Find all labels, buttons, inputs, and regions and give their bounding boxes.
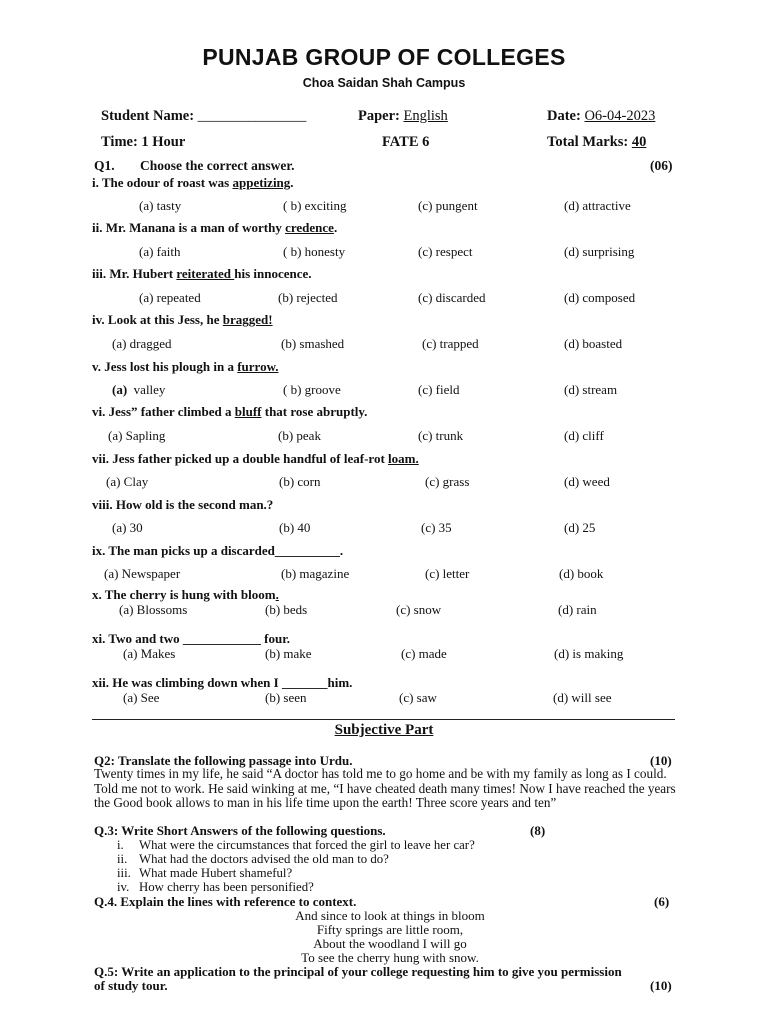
mcq-11-option-d: (d) is making <box>554 646 624 661</box>
option-label: (a) <box>112 382 128 397</box>
mcq-7-option-d: (d) weed <box>564 474 610 489</box>
mcq-7-option-b: (b) corn <box>279 474 321 489</box>
mcq-2-option-b: ( b) honesty <box>283 244 346 259</box>
date-label: Date: <box>547 108 581 124</box>
q3-item-text: What had the doctors advised the old man to do? <box>139 852 389 866</box>
mcq-12-option-b: (b) seen <box>265 690 307 705</box>
mcq-question-8 <box>92 497 273 513</box>
mcq-5-option-a <box>112 382 165 398</box>
total-marks-label: Total Marks: <box>547 134 629 150</box>
mcq-5-option-b: ( b) groove <box>283 382 341 397</box>
mcq-question-9 <box>92 543 343 559</box>
mcq-12-option-d: (d) will see <box>553 690 612 705</box>
mcq-12-option-a: (a) See <box>123 690 160 705</box>
mcq-1-option-b: ( b) exciting <box>283 198 347 213</box>
q3-item-text: What made Hubert shameful? <box>139 866 293 880</box>
q1-instruction: Choose the correct answer. <box>140 158 295 173</box>
q3-item-num: iii. <box>117 866 131 880</box>
mcq-stem: viii. How old is the second man.? <box>92 497 274 512</box>
mcq-stem: ii. Mr. Manana is a man of worthy <box>92 220 286 235</box>
mcq-keyword: reiterated <box>176 266 235 281</box>
college-title: PUNJAB GROUP OF COLLEGES <box>202 44 566 70</box>
mcq-stem: vi. Jess” father climbed a <box>92 404 235 419</box>
option-text: valley <box>133 382 166 397</box>
q2-marks: (10) <box>650 753 672 768</box>
mcq-stem-end: . <box>290 175 294 190</box>
mcq-2-option-a: (a) faith <box>139 244 181 259</box>
subjective-part-title: Subjective Part <box>334 722 434 738</box>
q2-passage: Twenty times in my life, he said “A doctor has told me to go home and be with my family as long as I could. Told me not to work. He said winking at me, “I have cheated death many times! Now I have reached the years the Good book allows to man in his life time upon the earth! Three score years and ten” <box>94 766 676 811</box>
mcq-5-option-c: (c) field <box>418 382 460 397</box>
mcq-stem: ix. The man picks up a discarded__________. <box>92 543 344 558</box>
mcq-11-option-c: (c) made <box>401 646 447 661</box>
q3-item-text: What were the circumstances that forced the girl to leave her car? <box>139 838 475 852</box>
mcq-6-option-a: (a) Sapling <box>108 428 166 443</box>
mcq-stem: i. The odour of roast was <box>92 175 233 190</box>
mcq-question-11 <box>92 631 290 647</box>
poem-line: To see the cherry hung with snow. <box>301 950 479 965</box>
mcq-12-option-c: (c) saw <box>399 690 437 705</box>
time-label: Time: 1 Hour <box>101 134 186 150</box>
student-name-field <box>101 108 306 125</box>
paper-label: Paper: <box>358 108 400 124</box>
mcq-1-option-a: (a) tasty <box>139 198 182 213</box>
mcq-7-option-a: (a) Clay <box>106 474 149 489</box>
mcq-stem: iv. Look at this Jess, he <box>92 312 223 327</box>
mcq-3-option-c: (c) discarded <box>418 290 486 305</box>
section-divider <box>92 719 675 720</box>
q3-item-num: i. <box>117 838 124 852</box>
student-name-label: Student Name: <box>101 108 195 124</box>
paper-field <box>358 108 448 125</box>
mcq-2-option-d: (d) surprising <box>564 244 635 259</box>
q3-item-num: iv. <box>117 880 130 894</box>
mcq-3-option-b: (b) rejected <box>278 290 338 305</box>
mcq-stem-end: that rose abruptly. <box>261 404 368 419</box>
mcq-7-option-c: (c) grass <box>425 474 470 489</box>
mcq-10-option-d: (d) rain <box>558 602 597 617</box>
q3-item-text: How cherry has been personified? <box>139 880 314 894</box>
mcq-1-option-d: (d) attractive <box>564 198 631 213</box>
mcq-stem: v. Jess lost his plough in a <box>92 359 238 374</box>
mcq-4-option-c: (c) trapped <box>422 336 479 351</box>
q5-heading-line1: Q.5: Write an application to the principal of your college requesting him to give you permission <box>94 964 622 979</box>
mcq-10-option-b: (b) beds <box>265 602 308 617</box>
total-marks-field <box>547 134 646 151</box>
date-field <box>547 108 655 125</box>
mcq-keyword: credence <box>285 220 334 235</box>
mcq-stem: xi. Two and two ____________ four. <box>92 631 291 646</box>
q2-heading: Q2: Translate the following passage into Urdu. <box>94 753 353 768</box>
mcq-6-option-b: (b) peak <box>278 428 321 443</box>
test-name: FATE 6 <box>382 134 430 150</box>
poem-line: Fifty springs are little room, <box>316 922 464 937</box>
mcq-9-option-c: (c) letter <box>425 566 470 581</box>
mcq-question-1 <box>92 175 294 191</box>
mcq-keyword: . <box>275 587 279 602</box>
mcq-question-4 <box>92 312 273 328</box>
mcq-keyword: loam. <box>388 451 419 466</box>
mcq-9-option-a: (a) Newspaper <box>104 566 181 581</box>
mcq-2-option-c: (c) respect <box>418 244 473 259</box>
mcq-4-option-a: (a) dragged <box>112 336 172 351</box>
mcq-question-12 <box>92 675 352 691</box>
q1-number: Q1. <box>94 158 115 173</box>
mcq-question-2 <box>92 220 337 236</box>
mcq-question-7 <box>92 451 419 467</box>
poem-line: And since to look at things in bloom <box>295 908 485 923</box>
mcq-3-option-d: (d) composed <box>564 290 636 305</box>
mcq-stem: iii. Mr. Hubert <box>92 266 177 281</box>
mcq-8-option-b: (b) 40 <box>279 520 311 535</box>
mcq-keyword: bluff <box>234 404 262 419</box>
mcq-10-option-c: (c) snow <box>396 602 442 617</box>
mcq-1-option-c: (c) pungent <box>418 198 478 213</box>
mcq-question-10 <box>92 587 279 603</box>
mcq-stem: x. The cherry is hung with bloom <box>92 587 276 602</box>
q4-marks: (6) <box>654 894 670 909</box>
q3-heading: Q.3: Write Short Answers of the following questions. <box>94 823 386 838</box>
q4-heading: Q.4. Explain the lines with reference to context. <box>94 894 357 909</box>
q1-marks: (06) <box>650 158 673 173</box>
mcq-stem: xii. He was climbing down when I _______him. <box>92 675 353 690</box>
mcq-8-option-d: (d) 25 <box>564 520 596 535</box>
mcq-question-5 <box>92 359 279 375</box>
paper-value: English <box>403 108 448 124</box>
mcq-4-option-d: (d) boasted <box>564 336 623 351</box>
mcq-4-option-b: (b) smashed <box>281 336 345 351</box>
mcq-keyword: furrow. <box>237 359 279 374</box>
mcq-5-option-d: (d) stream <box>564 382 618 397</box>
mcq-11-option-a: (a) Makes <box>123 646 176 661</box>
mcq-9-option-b: (b) magazine <box>281 566 350 581</box>
time-field <box>101 134 185 151</box>
q5-marks: (10) <box>650 978 672 993</box>
mcq-8-option-a: (a) 30 <box>112 520 143 535</box>
mcq-stem-end: . <box>333 220 338 235</box>
mcq-stem: vii. Jess father picked up a double handful of leaf-rot <box>92 451 389 466</box>
mcq-stem-end: his innocence. <box>234 266 312 281</box>
date-value: O6-04-2023 <box>584 108 656 124</box>
campus-name: Choa Saidan Shah Campus <box>302 76 466 90</box>
student-name-blank: _______________ <box>197 108 307 124</box>
mcq-10-option-a: (a) Blossoms <box>119 602 188 617</box>
mcq-6-option-d: (d) cliff <box>564 428 604 443</box>
mcq-3-option-a: (a) repeated <box>139 290 201 305</box>
mcq-keyword: appetizing <box>232 175 291 190</box>
mcq-8-option-c: (c) 35 <box>421 520 452 535</box>
mcq-question-6 <box>92 404 367 420</box>
mcq-11-option-b: (b) make <box>265 646 312 661</box>
q3-item-num: ii. <box>117 852 128 866</box>
mcq-9-option-d: (d) book <box>559 566 604 581</box>
q3-marks: (8) <box>530 823 546 838</box>
total-marks-value: 40 <box>631 134 647 150</box>
mcq-6-option-c: (c) trunk <box>418 428 464 443</box>
q5-heading-line2: of study tour. <box>94 978 168 993</box>
mcq-keyword: bragged! <box>222 312 273 327</box>
poem-line: About the woodland I will go <box>313 936 467 951</box>
mcq-question-3 <box>92 266 312 282</box>
